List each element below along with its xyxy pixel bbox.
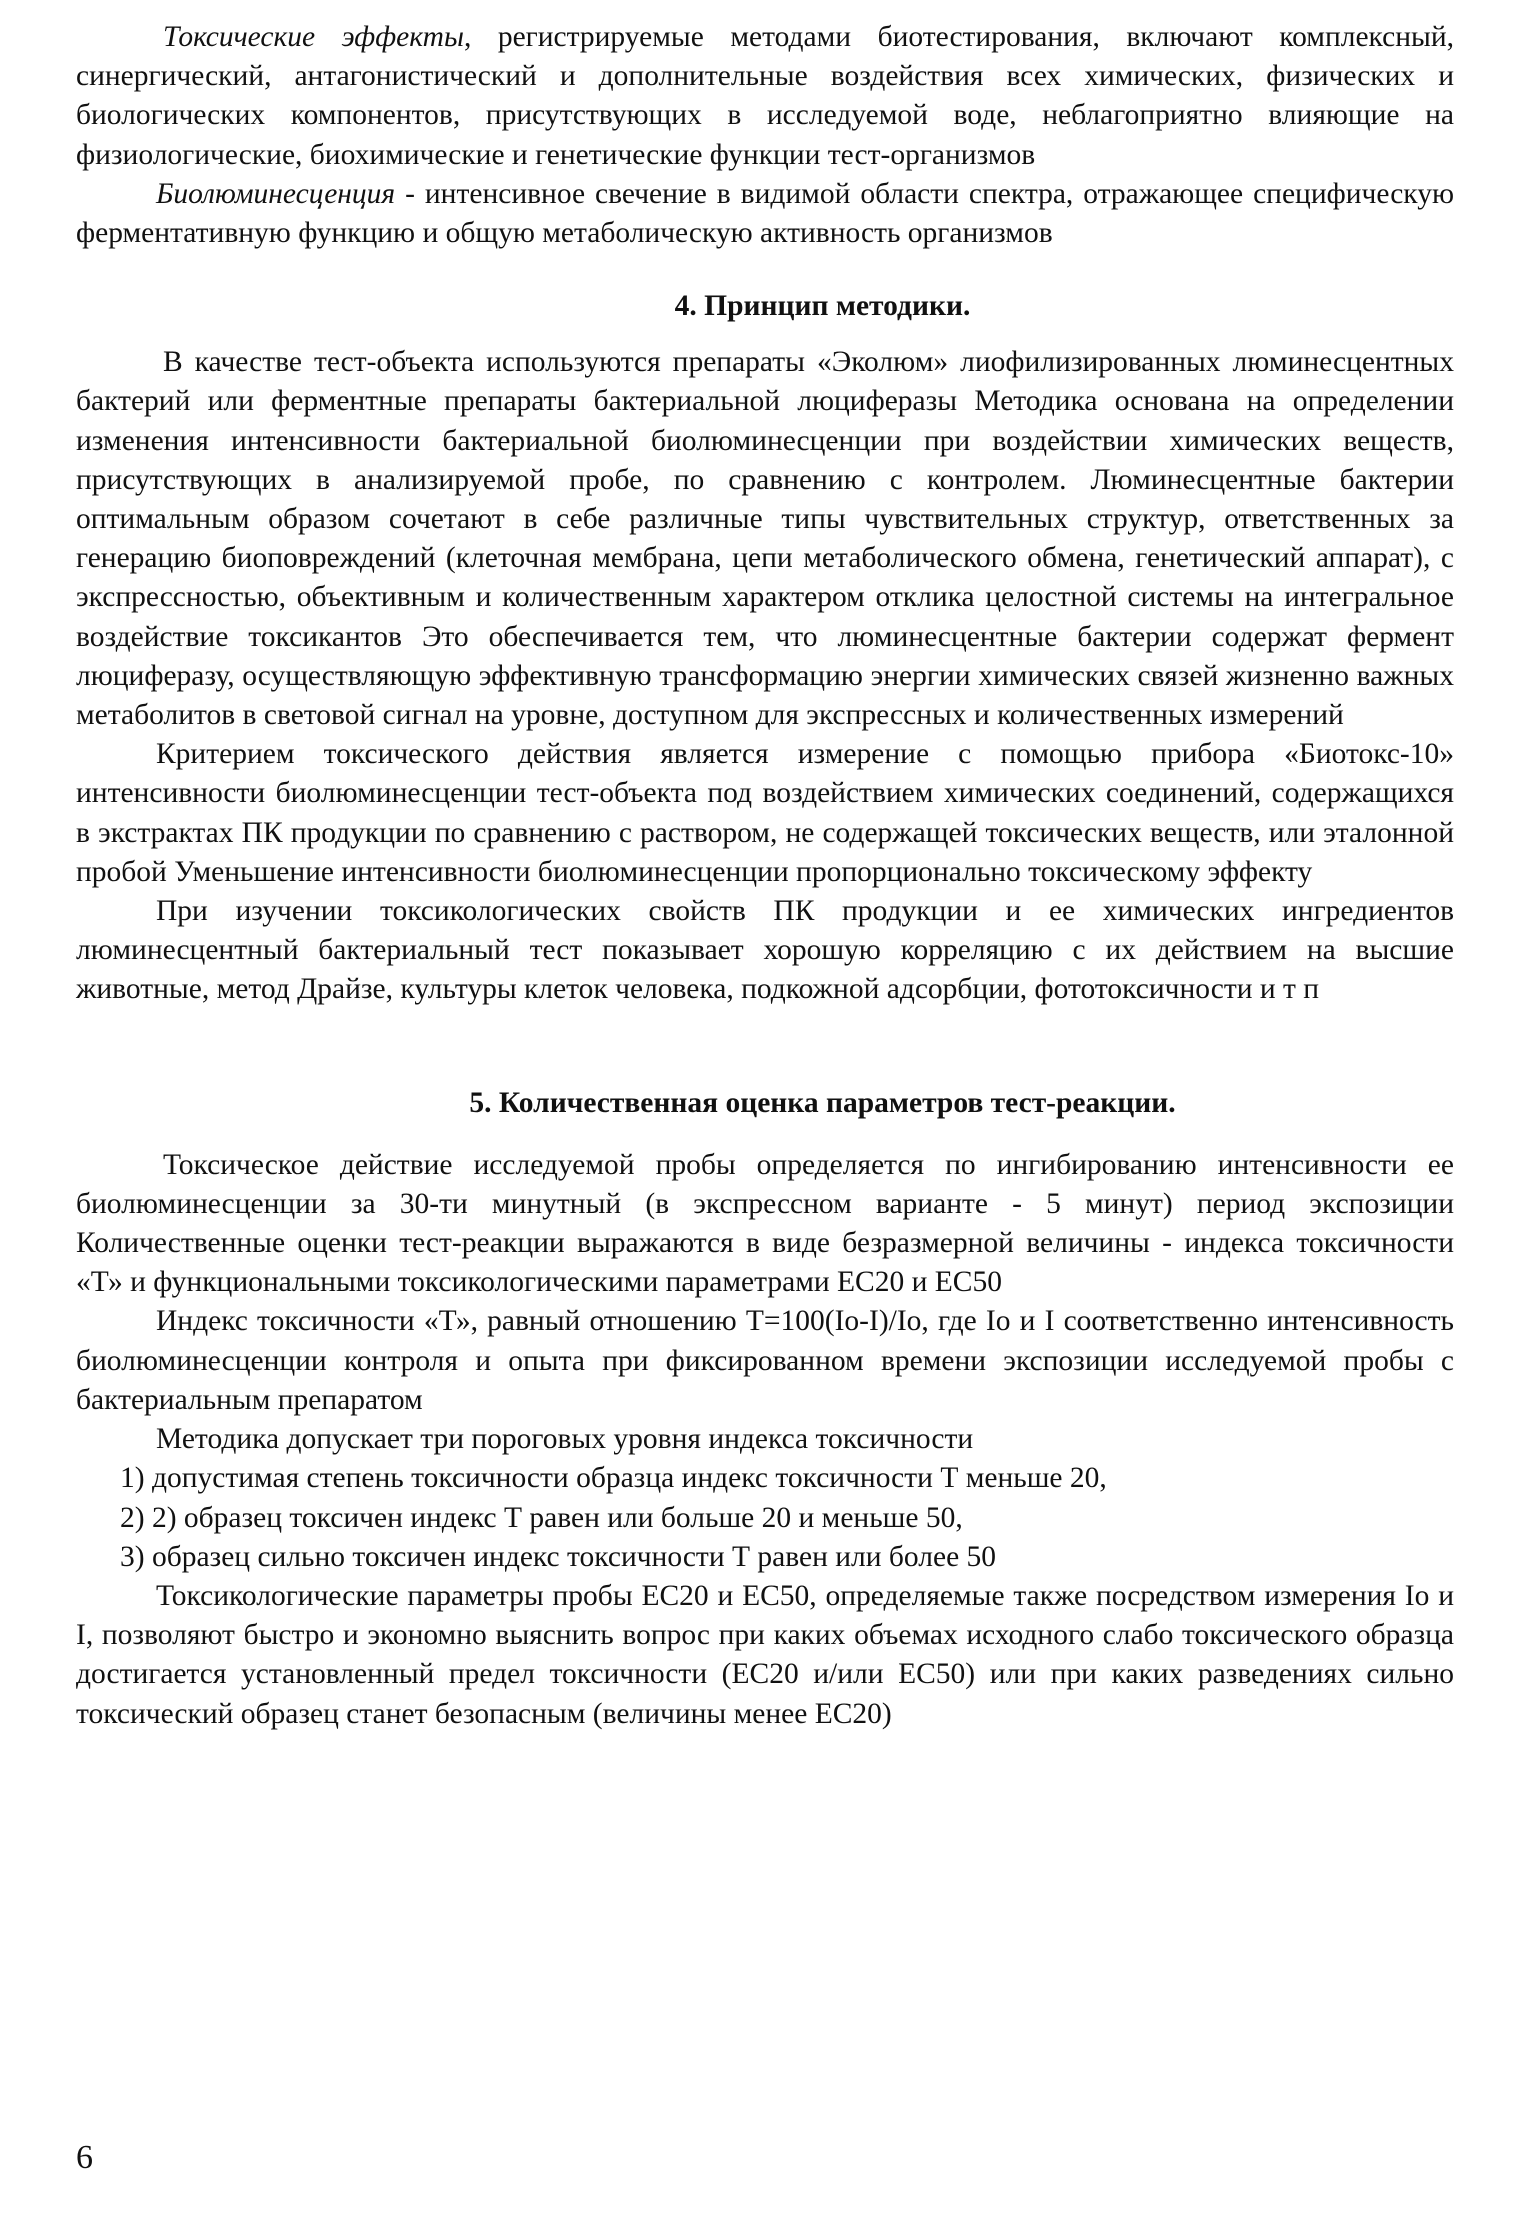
toxicity-levels-list bbox=[76, 1459, 1454, 1577]
section-4-heading: 4. Принцип методики. bbox=[674, 290, 971, 323]
section-5-paragraph: Токсическое действие исследуемой пробы определяется по ингибированию интенсивности ее биолюминесценции за 30-ти минутный (в экспрессном варианте - 5 минут) период экспозиции Количественные оценки тест-реакции выражаются в виде безразмерной величины - индекса токсичности «Т» и функциональными токсикологическими параметрами ЕС20 и ЕС50 bbox=[76, 1148, 1454, 1299]
page-number: 6 bbox=[76, 2139, 93, 2176]
definition-bioluminescence bbox=[76, 175, 1454, 253]
term-bioluminescence: Биолюминесценция bbox=[156, 177, 396, 210]
document-page bbox=[76, 18, 1454, 1734]
definition-toxic-effects bbox=[76, 18, 1454, 175]
section-5-paragraph: Методика допускает три пороговых уровня индекса токсичности bbox=[156, 1423, 974, 1456]
definition-text: , регистрируемые методами биотестирования, включают комплексный, синергический, антагонистический и дополнительные воздействия всех химических, физических и биологических компонентов, присутствующих в исследуемой воде, неблагоприятно влияющие на физиологические, биохимические и генетические функции тест-организмов bbox=[76, 21, 1455, 171]
term-toxic-effects: Токсические эффекты bbox=[163, 21, 464, 53]
section-5-heading: 5. Количественная оценка параметров тест-реакции. bbox=[469, 1086, 1176, 1119]
list-item: 1) допустимая степень токсичности образца индекс токсичности Т меньше 20, bbox=[120, 1462, 1107, 1495]
list-item: 3) образец сильно токсичен индекс токсичности Т равен или более 50 bbox=[120, 1540, 997, 1573]
list-item: 2) 2) образец токсичен индекс Т равен или больше 20 и меньше 50, bbox=[120, 1501, 963, 1534]
section-4-paragraph: В качестве тест-объекта используются препараты «Эколюм» лиофилизированных люминесцентных бактерий или ферментные препараты бактериальной люциферазы Методика основана на определении изменения интенсивности бактериальной биолюминесценции при воздействии химических веществ, присутствующих в анализируемой пробе, по сравнению с контролем. Люминесцентные бактерии оптимальным образом сочетают в себе различные типы чувствительных структур, ответственных за генерацию биоповреждений (клеточная мембрана, цепи метаболического обмена, генетический аппарат), с экспрессностью, объективным и количественным характером отклика целостной системы на интегральное воздействие токсикантов Это обеспечивается тем, что люминесцентные бактерии содержат фермент люциферазу, осуществляющую эффективную трансформацию энергии химических связей жизненно важных метаболитов в световой сигнал на уровне, доступном для экспрессных и количественных измерений bbox=[76, 346, 1454, 732]
section-5-paragraph: Индекс токсичности «Т», равный отношению Т=100(Iо-I)/Iо, где Iо и I соответственно интенсивность биолюминесценции контроля и опыта при фиксированном времени экспозиции исследуемой пробы с бактериальным препаратом bbox=[76, 1305, 1454, 1416]
section-4-paragraph: Критерием токсического действия является измерение с помощью прибора «Биотокс-10» интенсивности биолюминесценции тест-объекта под воздействием химических соединений, содержащихся в экстрактах ПК продукции по сравнению с раствором, не содержащей токсических веществ, или эталонной пробой Уменьшение интенсивности биолюминесценции пропорционально токсическому эффекту bbox=[76, 738, 1454, 888]
definition-text: - интенсивное свечение в видимой области спектра, отражающее специфическую ферментативную функцию и общую метаболическую активность организмов bbox=[76, 177, 1454, 250]
section-4-paragraph: При изучении токсикологических свойств ПК продукции и ее химических ингредиентов люминесцентный бактериальный тест показывает хорошую корреляцию с их действием на высшие животные, метод Драйзе, культуры клеток человека, подкожной адсорбции, фототоксичности и т п bbox=[76, 895, 1454, 1006]
section-5-closing-paragraph: Токсикологические параметры пробы ЕС20 и ЕС50, определяемые также посредством измерения Iо и I, позволяют быстро и экономно выяснить вопрос при каких объемах исходного слабо токсического образца достигается установленный предел токсичности (ЕС20 и/или ЕС50) или при каких разведениях сильно токсический образец станет безопасным (величины менее ЕС20) bbox=[76, 1579, 1454, 1730]
